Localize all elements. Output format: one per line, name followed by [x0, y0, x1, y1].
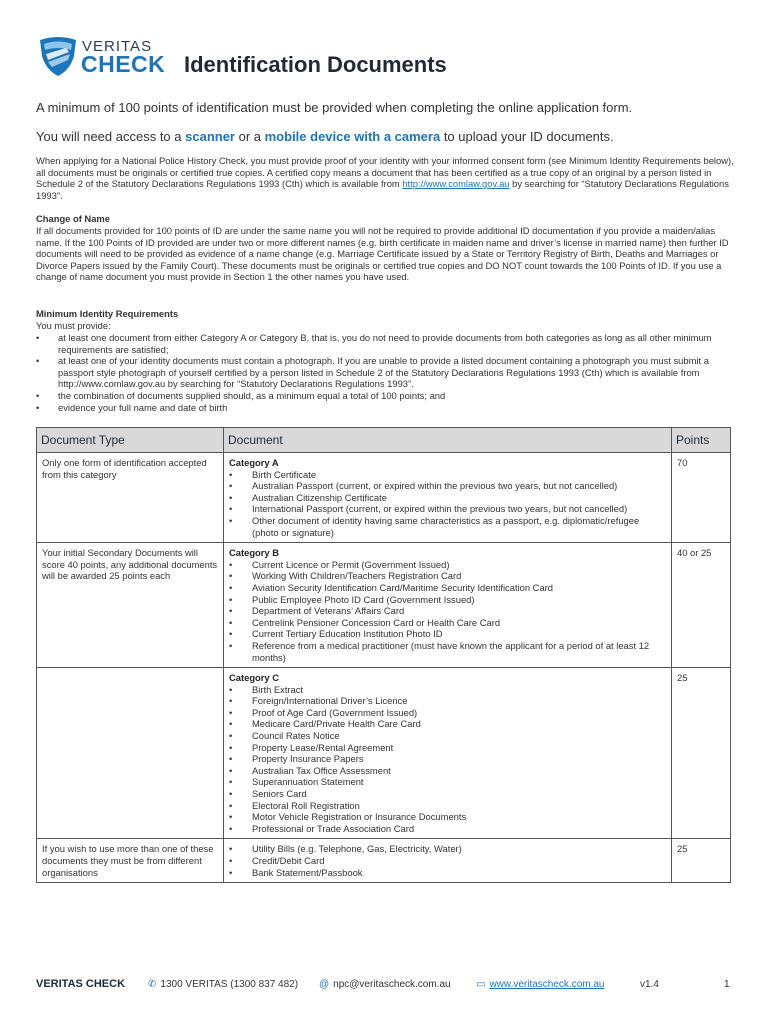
list-item-text: International Passport (current, or expired within the previous two years, but not cancelled) — [252, 503, 628, 515]
bullet-icon: • — [229, 468, 233, 480]
document-type-cell: If you wish to use more than one of these documents they must be from different organisations — [37, 839, 224, 883]
intro2-post: to upload your ID documents. — [440, 129, 614, 144]
bullet-icon: • — [229, 855, 233, 866]
list-item-text: Australian Citizenship Certificate — [252, 491, 387, 503]
list-item-text: Proof of Age Card (Government Issued) — [252, 706, 418, 718]
phone-icon: ✆ — [148, 979, 157, 990]
list-item-text: Credit/Debit Card — [252, 855, 325, 866]
minimum-requirements-list — [36, 332, 736, 413]
intro-upload-requirement — [36, 129, 736, 144]
points-cell: 70 — [672, 453, 731, 543]
document-list — [229, 559, 666, 663]
list-item-text: Property Lease/Rental Agreement — [252, 741, 394, 753]
list-item-text: Motor Vehicle Registration or Insurance Documents — [252, 811, 467, 823]
table-row — [37, 543, 731, 668]
list-item-text: Electoral Roll Registration — [252, 799, 360, 811]
logo-text-veritas: VERITAS — [82, 38, 153, 55]
document-cell — [224, 668, 672, 839]
list-item — [229, 742, 666, 754]
header-points: Points — [672, 428, 731, 453]
table-row — [37, 839, 731, 883]
list-item — [229, 776, 666, 788]
list-item-text: Aviation Security Identification Card/Maritime Security Identification Card — [252, 581, 554, 593]
list-item — [229, 492, 666, 504]
list-item — [229, 867, 666, 879]
list-item — [229, 788, 666, 800]
list-item-text: Superannuation Statement — [252, 776, 364, 788]
footer-version: v1.4 — [640, 979, 659, 990]
footer-email-text: npc@veritascheck.com.au — [333, 979, 451, 990]
list-item-text: Working With Children/Teachers Registration Card — [252, 570, 462, 582]
change-of-name-heading: Change of Name — [36, 213, 110, 224]
list-item — [229, 753, 666, 765]
list-item-text: Medicare Card/Private Health Care Card — [252, 718, 421, 730]
list-item — [229, 855, 666, 867]
intro2-pre: You will need access to a — [36, 129, 186, 144]
list-item — [229, 765, 666, 777]
bullet-icon: • — [229, 695, 233, 707]
list-item — [229, 617, 666, 629]
document-list — [229, 684, 666, 835]
list-item-text: at least one of your identity documents must contain a photograph. If you are unable to provide a listed document containing a photograph you must submit a passport style photograph of yourself certified by a person listed in Schedule 2 of the Statutory Declarations Regulations 1993 (Cth) which is available from http://www.comlaw.gov.au by searching for “Statutory Declarations Regulations 1993”. — [58, 355, 709, 390]
shield-logo-icon — [36, 34, 80, 78]
minimum-requirements-heading: Minimum Identity Requirements — [36, 308, 179, 319]
points-cell: 40 or 25 — [672, 543, 731, 668]
document-cell — [224, 543, 672, 668]
document-list — [229, 843, 666, 878]
veritas-check-logo — [34, 30, 184, 86]
bullet-icon: • — [36, 332, 40, 343]
list-item-text: Public Employee Photo ID Card (Government Issued) — [252, 593, 475, 605]
list-item-text: Australian Passport (current, or expired within the previous two years, but not cancelled) — [252, 480, 618, 492]
list-item-text: Seniors Card — [252, 788, 307, 800]
para1-text: When applying for a National Police History Check, you must provide proof of your identity with your informed consent form (see Minimum Identity Requirements below), all documents must be originals or certified true copies. A certified copy means a document that has been certified as a true copy of an original by a person listed in Schedule 2 of the Statutory Declarations Regulations 1993 (Cth) which is available from — [36, 155, 734, 190]
bullet-icon: • — [229, 718, 233, 730]
bullet-icon: • — [229, 776, 233, 788]
footer-website-link[interactable]: www.veritascheck.com.au — [489, 979, 605, 990]
list-item-text: Current Licence or Permit (Government Issued) — [252, 558, 450, 570]
bullet-icon: • — [229, 628, 233, 640]
list-item — [36, 390, 736, 402]
list-item — [229, 730, 666, 742]
list-item — [229, 718, 666, 730]
footer-phone — [148, 979, 298, 990]
bullet-icon: • — [229, 503, 233, 515]
document-type-cell — [37, 668, 224, 839]
table-row — [37, 668, 731, 839]
list-item — [229, 800, 666, 812]
page-number: 1 — [724, 979, 730, 990]
list-item — [229, 823, 666, 835]
list-item — [229, 811, 666, 823]
list-item-text: Other document of identity having same characteristics as a passport, e.g. diplomatic/refugee (photo or signature) — [252, 514, 640, 538]
category-title: Category A — [229, 457, 279, 468]
footer-email[interactable] — [319, 979, 451, 990]
list-item-text: Property Insurance Papers — [252, 753, 364, 765]
list-item — [229, 684, 666, 696]
list-item — [229, 843, 666, 855]
bullet-icon: • — [229, 491, 233, 503]
points-cell: 25 — [672, 839, 731, 883]
header — [34, 30, 734, 86]
list-item — [229, 469, 666, 481]
list-item — [229, 605, 666, 617]
bullet-icon: • — [229, 605, 233, 617]
bullet-icon: • — [229, 480, 233, 492]
document-list — [229, 469, 666, 539]
bullet-icon: • — [229, 753, 233, 765]
list-item-text: Professional or Trade Association Card — [252, 822, 415, 834]
header-document: Document — [224, 428, 672, 453]
list-item-text: Australian Tax Office Assessment — [252, 764, 391, 776]
list-item-text: Centrelink Pensioner Concession Card or Health Care Card — [252, 616, 501, 628]
bullet-icon: • — [36, 389, 40, 401]
table-body — [37, 453, 731, 883]
bullet-icon: • — [229, 799, 233, 811]
bullet-icon: • — [229, 570, 233, 582]
footer — [36, 978, 736, 994]
document-cell — [224, 453, 672, 543]
logo-text-check: CHECK — [81, 51, 166, 77]
bullet-icon: • — [229, 514, 233, 526]
intro-minimum-points: A minimum of 100 points of identification must be provided when completing the online application form. — [36, 100, 633, 115]
footer-phone-text: 1300 VERITAS (1300 837 482) — [160, 979, 299, 990]
list-item-text: Department of Veterans’ Affairs Card — [252, 605, 405, 617]
bullet-icon: • — [229, 843, 233, 855]
documents-table — [36, 427, 731, 883]
mobile-device-highlight: mobile device with a camera — [264, 129, 441, 144]
document-type-cell: Only one form of identification accepted from this category — [37, 453, 224, 543]
minimum-requirements-intro: You must provide: — [36, 320, 111, 331]
list-item — [229, 515, 666, 538]
bullet-icon: • — [229, 706, 233, 718]
list-item — [229, 503, 666, 515]
bullet-icon: • — [229, 616, 233, 628]
page-title: Identification Documents — [184, 52, 447, 77]
category-title: Category C — [229, 672, 280, 684]
list-item-text: evidence your full name and date of birth — [58, 401, 228, 413]
intro2-or: or a — [235, 129, 265, 144]
list-item — [229, 628, 666, 640]
bullet-icon: • — [229, 593, 233, 605]
change-of-name-paragraph: If all documents provided for 100 points of ID are under the same name you will not be required to provide additional ID documentation if you provide a maiden/alias name. If the 100 Points of ID provided are under two or more different names (e.g. birth certificate in maiden name and driver’s license in married name) then further ID documents will need to be provided as evidence of a name change (e.g. Marriage Certificate issued by a State or Territory Registry of Birth, Deaths and Marriages or Divorce Papers issued by the Family Court). These documents must be originals or certified true copies and DO NOT count towards the 100 Points of ID. If you use a change of name document you must provide in Section 1 the other names you have used. — [36, 225, 729, 283]
table-header-row — [37, 428, 731, 453]
list-item — [229, 559, 666, 571]
list-item-text: at least one document from either Category A or Category B, that is, you do not need to provide documents from both categories as long as all other minimum requirements are satisfied; — [58, 332, 712, 355]
document-type-cell: Your initial Secondary Documents will score 40 points, any additional documents will be awarded 25 points each — [37, 543, 224, 668]
list-item-text: Birth Certificate — [252, 468, 317, 480]
list-item-text: Foreign/International Driver’s Licence — [252, 695, 408, 707]
points-cell: 25 — [672, 668, 731, 839]
bullet-icon: • — [229, 741, 233, 753]
para1-post: by searching for “Statutory Declarations Regulations 1993”. — [36, 178, 729, 201]
monitor-icon: ▭ — [476, 979, 486, 990]
list-item-text: Bank Statement/Passbook — [252, 866, 363, 878]
list-item — [36, 332, 736, 355]
category-title: Category B — [229, 547, 280, 559]
bullet-icon: • — [229, 581, 233, 593]
bullet-icon: • — [229, 683, 233, 695]
at-icon: @ — [319, 979, 330, 990]
comlaw-link[interactable]: http://www.comlaw.gov.au — [402, 178, 510, 190]
list-item-text: Current Tertiary Education Institution Photo ID — [252, 628, 443, 640]
footer-website[interactable] — [476, 979, 605, 990]
footer-brand: VERITAS CHECK — [36, 978, 126, 990]
list-item-text: Utility Bills (e.g. Telephone, Gas, Electricity, Water) — [252, 843, 462, 855]
bullet-icon: • — [229, 788, 233, 800]
bullet-icon: • — [36, 401, 40, 413]
list-item — [229, 695, 666, 707]
list-item — [229, 570, 666, 582]
list-item — [229, 640, 666, 663]
list-item-text: Birth Extract — [252, 683, 304, 695]
header-document-type: Document Type — [37, 428, 224, 453]
bullet-icon: • — [229, 811, 233, 823]
list-item — [229, 582, 666, 594]
document-cell — [224, 839, 672, 883]
list-item — [36, 402, 736, 414]
list-item-text: Council Rates Notice — [252, 730, 340, 742]
list-item — [229, 480, 666, 492]
bullet-icon: • — [229, 822, 233, 834]
list-item-text: Reference from a medical practitioner (must have known the applicant for a period of at least 12 months) — [252, 639, 650, 663]
bullet-icon: • — [229, 639, 233, 651]
list-item-text: the combination of documents supplied should, as a minimum equal a total of 100 points; and — [58, 389, 446, 401]
list-item — [36, 355, 736, 390]
certified-copy-paragraph — [36, 155, 736, 201]
bullet-icon: • — [229, 558, 233, 570]
list-item — [229, 594, 666, 606]
bullet-icon: • — [36, 355, 40, 367]
list-item — [229, 707, 666, 719]
scanner-highlight: scanner — [185, 129, 235, 144]
bullet-icon: • — [229, 764, 233, 776]
table-row — [37, 453, 731, 543]
bullet-icon: • — [229, 866, 233, 878]
bullet-icon: • — [229, 730, 233, 742]
